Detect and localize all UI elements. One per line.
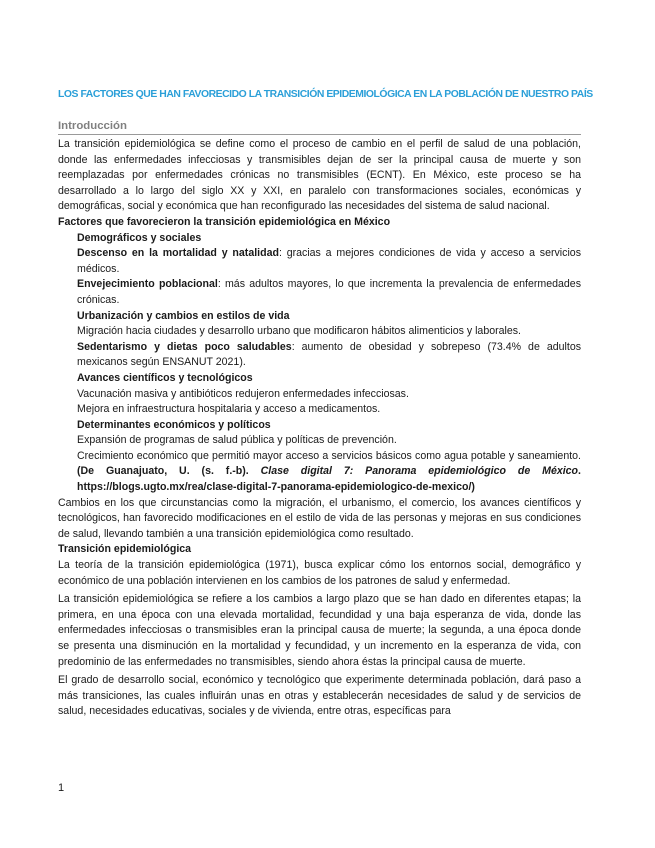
group-heading-urbanizacion: Urbanización y cambios en estilos de vida <box>77 309 290 322</box>
transicion-paragraph-2: La transición epidemiológica se refiere a los cambios a largo plazo que se han dado en diferentes etapas; la primera, en una época con una elevada mortalidad, fecundidad y una baja esperanza de vida, donde las enfermedades infecciosas o transmisibles eran la principal causa de muerte; la segunda, a una época donde se presenta una disminución en la mortalidad y fecundidad, y un incremento en la esperanza de vida, con predominio de las enfermedades no transmisibles, siendo ahora éstas la principal causa de muerte. <box>58 593 581 668</box>
group-heading-demograficos: Demográficos y sociales <box>77 231 202 244</box>
group-heading-avances: Avances científicos y tecnológicos <box>77 371 253 384</box>
list-item-mortalidad <box>58 246 581 277</box>
item-text: : gracias a mejores condiciones de vida y acceso a servicios médicos. <box>77 247 581 275</box>
document-title: LOS FACTORES QUE HAN FAVORECIDO LA TRANSICIÓN EPIDEMIOLÓGICA EN LA POBLACIÓN DE NUESTRO PAÍS <box>58 89 593 100</box>
transicion-heading: Transición epidemiológica <box>58 543 192 556</box>
group-heading-determinantes: Determinantes económicos y políticos <box>77 418 271 431</box>
transicion-paragraph-3: El grado de desarrollo social, económico y tecnológico que experimente determinada población, dará paso a más transiciones, las cuales influirán unas en otras y establecerán necesidades de salud y de servicios de salud, necesidades educativas, sociales y de vivienda, entre otras, específicas para <box>58 674 581 718</box>
list-item-vacunacion: Vacunación masiva y antibióticos redujeron enfermedades infecciosas. <box>77 387 409 400</box>
list-item-crecimiento <box>58 449 581 496</box>
item-term: Descenso en la mortalidad y natalidad <box>77 247 279 260</box>
item-text: Crecimiento económico que permitió mayor acceso a servicios básicos como agua potable y saneamiento. <box>77 449 581 462</box>
page-number: 1 <box>58 782 65 794</box>
list-item-programas: Expansión de programas de salud pública y políticas de prevención. <box>77 434 397 447</box>
item-term: Sedentarismo y dietas poco saludables <box>77 340 292 353</box>
list-item-sedentarismo <box>58 340 581 371</box>
citation-author: (De Guanajuato, U. (s. f.-b). <box>77 465 261 478</box>
list-item-infraestructura: Mejora en infraestructura hospitalaria y acceso a medicamentos. <box>77 403 381 416</box>
intro-paragraph: La transición epidemiológica se define como el proceso de cambio en el perfil de salud de una población, donde las enfermedades infecciosas y transmisibles dejan de ser la principal causa de muerte y son reemplazadas por enfermedades crónicas no transmisibles (ECNT). En México, este proceso se ha desarrollado a lo largo del siglo XX y XXI, en paralelo con transformaciones sociales, económicas y demográficas, social y económica que han reconfigurado las necesidades del sistema de salud nacional. <box>58 138 581 213</box>
section-heading-introduccion: Introducción <box>58 120 581 135</box>
citation-link: . https://blogs.ugto.mx/rea/clase-digital-7-panorama-epidemiologico-de-mexico/) <box>77 465 581 494</box>
item-text: : más adultos mayores, lo que incrementa la prevalencia de enfermedades crónicas. <box>77 278 581 306</box>
citation-title: Clase digital 7: Panorama epidemiológico de México <box>260 465 579 478</box>
transicion-paragraph-1: La teoría de la transición epidemiológica (1971), busca explicar cómo los entornos social, demográfico y económico de una población intervienen en los cambios de los patrones de salud y enfermedad. <box>58 559 581 587</box>
document-body <box>58 137 581 720</box>
list-item-migracion: Migración hacia ciudades y desarrollo urbano que modificaron hábitos alimenticios y laborales. <box>77 325 522 338</box>
list-item-envejecimiento <box>58 277 581 308</box>
item-term: Envejecimiento poblacional <box>77 278 218 291</box>
factors-heading: Factores que favorecieron la transición epidemiológica en México <box>58 215 391 228</box>
summary-paragraph: Cambios en los que circunstancias como la migración, el urbanismo, el comercio, los avances científicos y tecnológicos, han favorecido modificaciones en el estilo de vida de las personas y mejoras en sus condiciones de salud, llevando también a una transición epidemiológica como resultado. <box>58 496 581 540</box>
item-text: : aumento de obesidad y sobrepeso (73.4% de adultos mexicanos según ENSANUT 2021). <box>77 340 582 369</box>
